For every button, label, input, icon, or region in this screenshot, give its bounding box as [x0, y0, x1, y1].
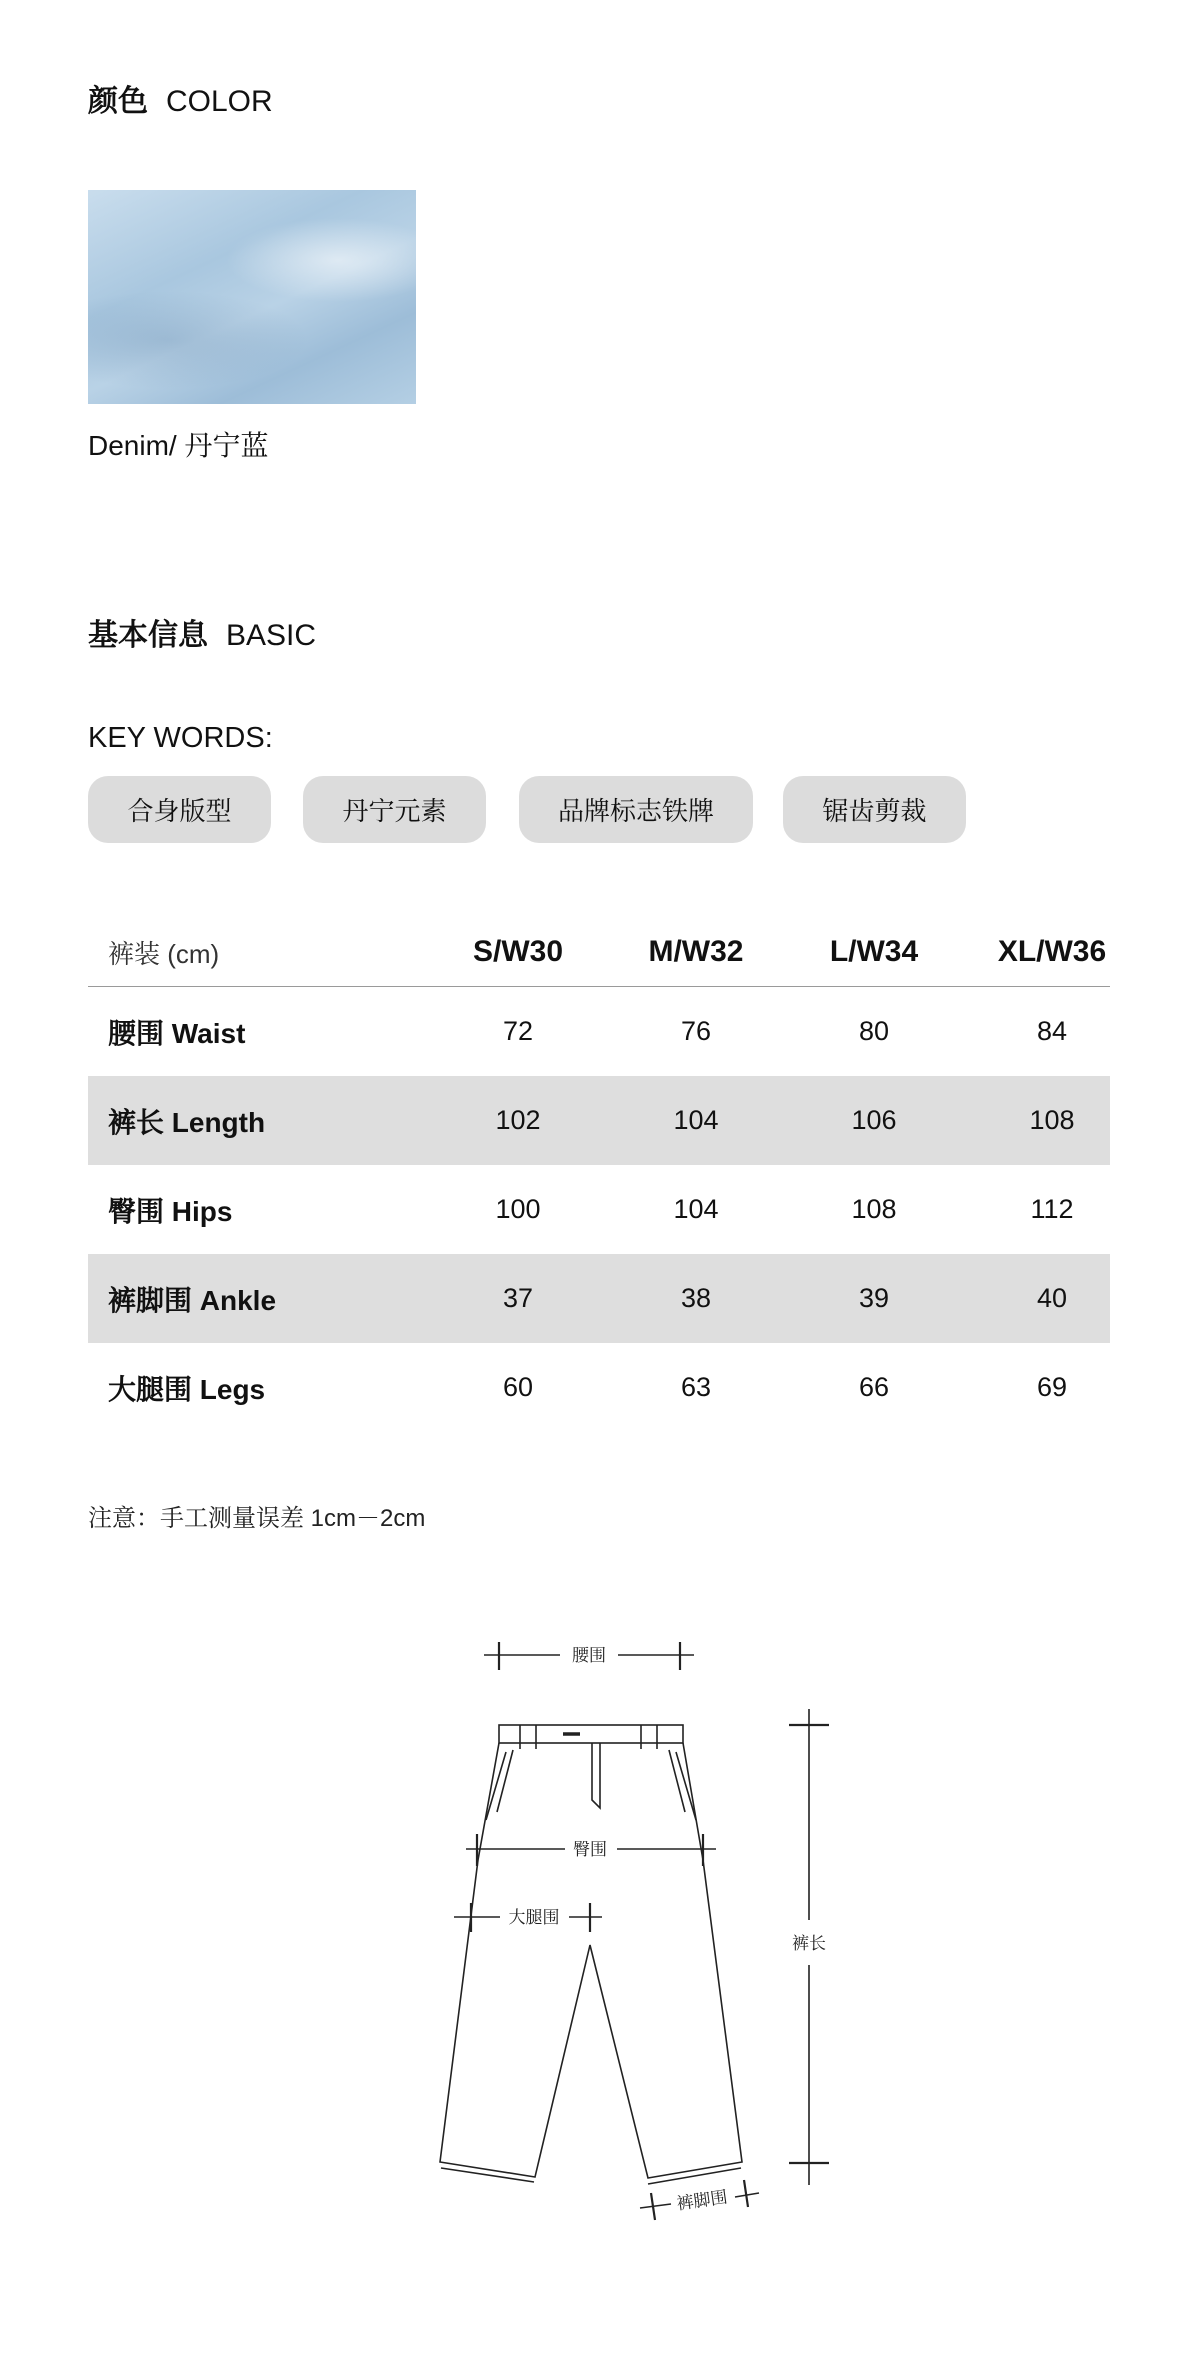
header-size: M/W32	[648, 935, 744, 968]
row-label: 臀围 Hips	[108, 1195, 233, 1227]
row-label: 裤脚围 Ankle	[108, 1284, 277, 1316]
row-value: 108	[1029, 1105, 1075, 1135]
size-table	[88, 918, 1110, 1432]
color-title-en: COLOR	[166, 85, 273, 118]
keyword-tag: 合身版型	[88, 776, 271, 843]
row-label: 大腿围 Legs	[108, 1373, 266, 1405]
basic-title-zh: 基本信息	[88, 619, 208, 652]
header-size: XL/W36	[997, 935, 1107, 968]
row-value: 66	[858, 1372, 890, 1402]
row-value: 106	[851, 1105, 897, 1135]
basic-title-en: BASIC	[226, 619, 317, 652]
row-value: 38	[680, 1283, 712, 1313]
row-value: 40	[1036, 1283, 1068, 1313]
denim-swatch-image	[88, 190, 416, 404]
left-pocket-inner	[497, 1750, 513, 1812]
keyword-tag: 锯齿剪裁	[783, 776, 966, 843]
basic-section-title	[88, 610, 316, 654]
row-value: 100	[495, 1194, 541, 1224]
row-value: 69	[1036, 1372, 1068, 1402]
pants-waistband	[499, 1725, 683, 1749]
row-value: 80	[858, 1016, 890, 1046]
right-pocket-inner	[669, 1750, 685, 1812]
row-label: 裤长 Length	[108, 1106, 266, 1138]
header-label: 裤装 (cm)	[108, 938, 220, 969]
hips-label: 臀围	[573, 1840, 607, 1860]
pants-measurement-diagram	[0, 1600, 1200, 2260]
swatch-label: Denim/ 丹宁蓝	[88, 430, 269, 461]
keyword-tag: 品牌标志铁牌	[519, 776, 753, 843]
pants-fly	[592, 1743, 600, 1808]
table-row	[88, 1076, 1110, 1165]
row-value: 112	[1030, 1194, 1074, 1224]
row-label: 腰围 Waist	[108, 1017, 246, 1049]
table-row	[88, 1254, 1110, 1343]
header-size: L/W34	[829, 935, 919, 968]
row-value: 76	[680, 1016, 712, 1046]
row-value: 72	[502, 1016, 534, 1046]
ankle-label: 裤脚围	[675, 2187, 729, 2215]
table-row	[88, 987, 1110, 1076]
row-value: 39	[858, 1283, 890, 1313]
length-label: 裤长	[792, 1934, 826, 1954]
row-value: 60	[502, 1372, 534, 1402]
waist-label: 腰围	[572, 1646, 606, 1666]
table-row	[88, 1165, 1110, 1254]
row-value: 37	[502, 1283, 534, 1313]
measurement-note: 注意：手工测量误差 1cm－2cm	[88, 1505, 426, 1532]
row-value: 108	[851, 1194, 897, 1224]
table-row	[88, 1343, 1110, 1432]
color-section-title	[88, 76, 273, 120]
pants-outline	[440, 1743, 742, 2178]
row-value: 102	[495, 1105, 541, 1135]
keyword-tag: 丹宁元素	[303, 776, 486, 843]
thigh-label: 大腿围	[508, 1908, 560, 1928]
row-value: 63	[680, 1372, 712, 1402]
header-size: S/W30	[472, 935, 564, 968]
keywords-title: KEY WORDS:	[88, 722, 273, 754]
table-header	[88, 918, 1110, 987]
row-value: 104	[673, 1105, 719, 1135]
row-value: 104	[673, 1194, 719, 1224]
row-value: 84	[1036, 1016, 1068, 1046]
color-title-zh: 颜色	[88, 85, 148, 118]
